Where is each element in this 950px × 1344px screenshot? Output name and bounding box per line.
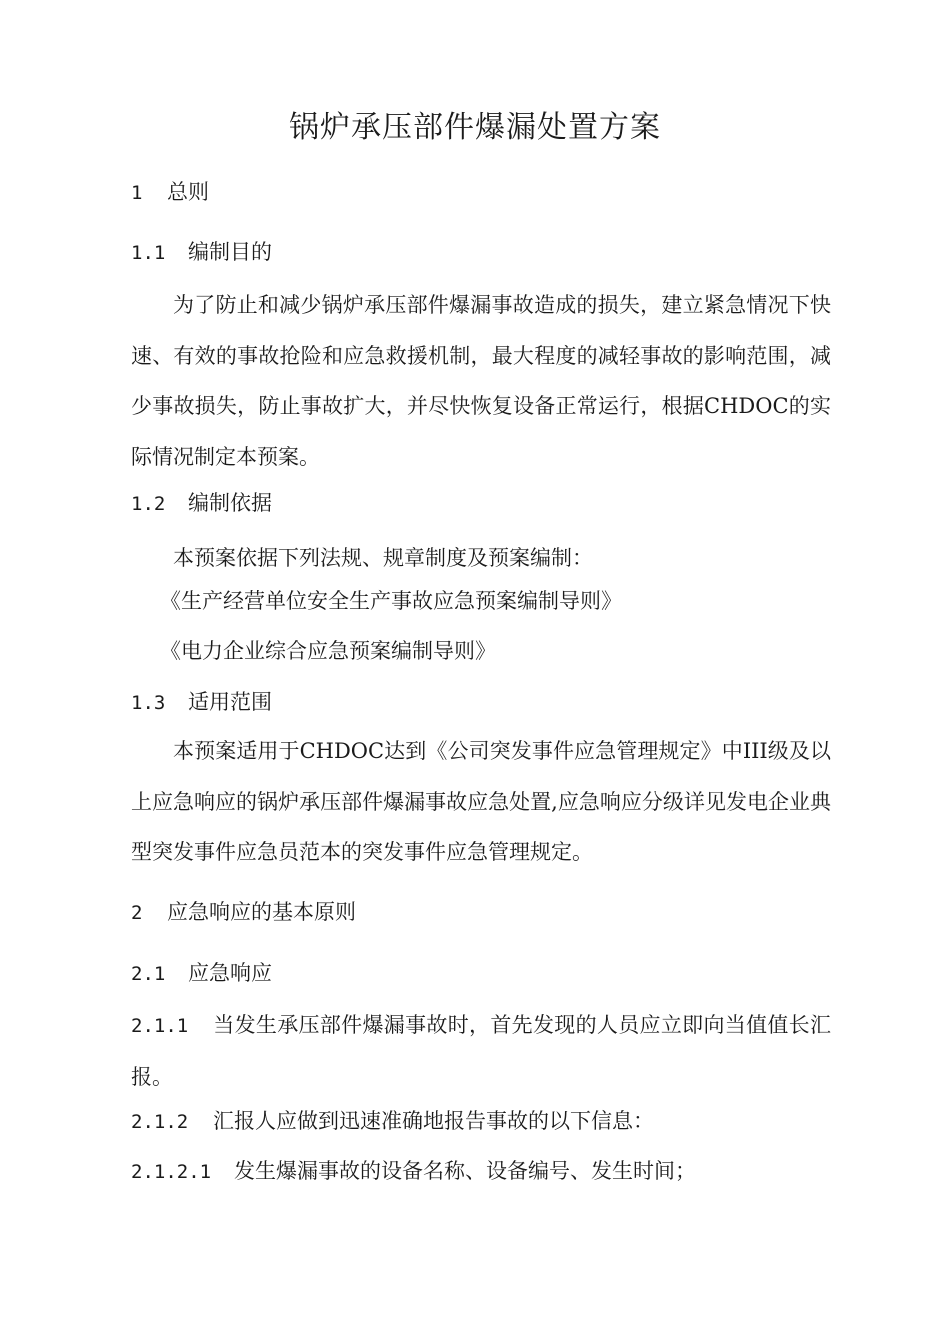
scope-paragraph: 本预案适用于CHDOC达到《公司突发事件应急管理规定》中III级及以上应急响应的锅炉承压部件爆漏事故应急处置,应急响应分级详见发电企业典型突发事件应急员范本的突发事件应急管理规定。 [131,739,831,865]
section-2-heading [131,897,356,928]
section-1-1-heading [131,237,272,268]
section-title: 编制目的 [188,240,272,264]
section-title: 编制依据 [188,491,272,515]
clause-2-1-1 [131,1000,831,1102]
section-title: 应急响应 [188,961,272,985]
section-number: 1.3 [131,692,166,714]
section-number: 1 [131,182,143,204]
clause-number: 2.1.1 [131,1015,189,1037]
reference-item: 《生产经营单位安全生产事故应急预案编制导则》 [160,589,622,613]
clause-number: 2.1.2.1 [131,1161,212,1183]
section-number: 2.1 [131,963,166,985]
section-title: 适用范围 [188,690,272,714]
section-1-heading [131,177,209,208]
clause-2-1-2 [131,1106,654,1137]
reference-item: 《电力企业综合应急预案编制导则》 [160,639,496,663]
clause-text: 当发生承压部件爆漏事故时，首先发现的人员应立即向当值值长汇报。 [131,1013,831,1089]
clause-2-1-2-1 [131,1156,696,1187]
section-number: 1.1 [131,242,166,264]
clause-number: 2.1.2 [131,1111,189,1133]
section-1-3-heading [131,687,272,718]
clause-text: 汇报人应做到迅速准确地报告事故的以下信息： [213,1109,654,1133]
document-title: 锅炉承压部件爆漏处置方案 [289,110,661,145]
section-title: 总则 [167,180,209,204]
section-2-1-heading [131,958,272,989]
section-number: 2 [131,902,143,924]
section-number: 1.2 [131,493,166,515]
section-1-2-heading [131,488,272,519]
section-title: 应急响应的基本原则 [167,900,356,924]
clause-text: 发生爆漏事故的设备名称、设备编号、发生时间； [234,1159,696,1183]
basis-paragraph: 本预案依据下列法规、规章制度及预案编制： [173,546,593,570]
purpose-paragraph: 为了防止和减少锅炉承压部件爆漏事故造成的损失，建立紧急情况下快速、有效的事故抢险和应急救援机制，最大程度的减轻事故的影响范围，减少事故损失，防止事故扩大，并尽快恢复设备正常运行，根据CHDOC的实际情况制定本预案。 [131,293,831,470]
